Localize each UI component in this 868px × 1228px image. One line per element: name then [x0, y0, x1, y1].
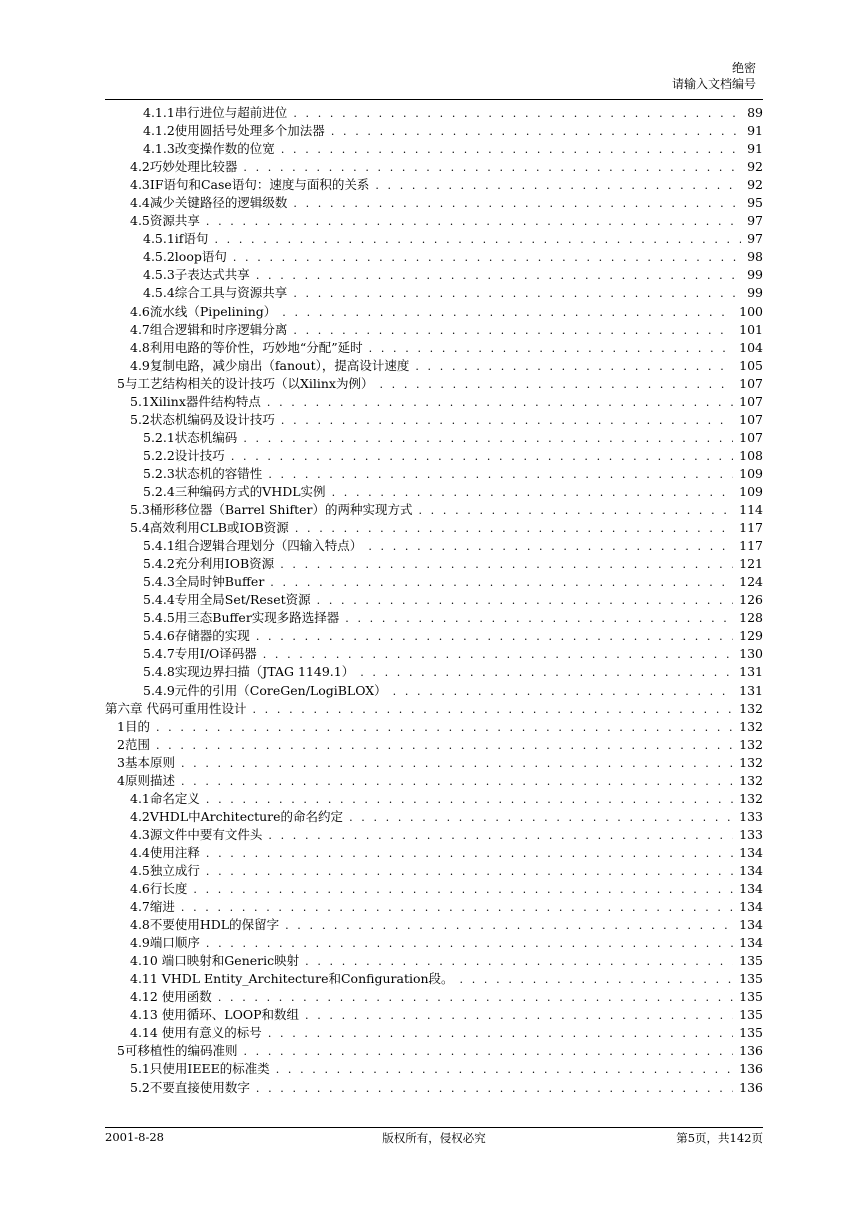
toc-entry-page: 132 [739, 754, 763, 770]
toc-entry-title: 4.5.4综合工具与资源共享 [143, 285, 288, 301]
toc-entry[interactable] [105, 1042, 763, 1060]
toc-dot-leader [415, 358, 733, 376]
toc-entry-title: 4.1.2使用圆括号处理多个加法器 [143, 123, 325, 139]
toc-entry-title: 4.9端口顺序 [130, 935, 200, 951]
toc-dot-leader [233, 249, 741, 267]
toc-dot-leader [243, 159, 741, 177]
toc-entry[interactable] [105, 357, 763, 375]
toc-entry-page: 126 [739, 592, 763, 608]
toc-entry-title: 4.12 使用函数 [130, 989, 212, 1005]
toc-entry[interactable] [105, 970, 763, 988]
toc-entry-page: 97 [747, 231, 763, 247]
toc-dot-leader [214, 231, 741, 249]
toc-dot-leader [267, 394, 733, 412]
toc-entry[interactable] [105, 248, 763, 266]
toc-entry-page: 136 [739, 1043, 763, 1059]
toc-entry-title: 4.14 使用有意义的标号 [130, 1025, 262, 1041]
toc-entry-title: 4.3IF语句和Case语句：速度与面积的关系 [130, 177, 370, 193]
toc-entry-title: 5.3桶形移位器（Barrel Shifter）的两种实现方式 [130, 502, 413, 518]
toc-entry-page: 129 [739, 628, 763, 644]
toc-dot-leader [156, 737, 733, 755]
toc-entry[interactable] [105, 447, 763, 465]
toc-entry[interactable] [105, 501, 763, 519]
toc-entry[interactable] [105, 826, 763, 844]
toc-entry[interactable] [105, 609, 763, 627]
toc-dot-leader [206, 935, 733, 953]
toc-entry-title: 第六章 代码可重用性设计 [105, 700, 247, 716]
toc-entry-page: 121 [739, 556, 763, 572]
toc-dot-leader [280, 556, 733, 574]
toc-dot-leader [231, 448, 733, 466]
toc-entry[interactable] [105, 573, 763, 591]
toc-entry-page: 134 [739, 935, 763, 951]
toc-entry-title: 5.2不要直接使用数字 [130, 1079, 250, 1095]
toc-entry-title: 5.4.4专用全局Set/Reset资源 [143, 592, 311, 608]
toc-entry[interactable] [105, 465, 763, 483]
toc-entry-page: 104 [739, 339, 763, 355]
toc-entry-title: 4.8利用电路的等价性，巧妙地“分配”延时 [130, 339, 363, 355]
toc-entry-title: 4.1命名定义 [130, 790, 200, 806]
toc-entry-title: 5.4.2充分利用IOB资源 [143, 556, 275, 572]
toc-entry[interactable] [105, 1060, 763, 1078]
toc-dot-leader [181, 755, 733, 773]
toc-entry-page: 114 [739, 502, 763, 518]
toc-dot-leader [206, 845, 733, 863]
toc-entry[interactable] [105, 321, 763, 339]
toc-entry[interactable] [105, 483, 763, 501]
toc-entry[interactable] [105, 898, 763, 916]
toc-dot-leader [293, 285, 741, 303]
toc-entry-title: 5.2状态机编码及设计技巧 [130, 411, 275, 427]
toc-entry-page: 92 [747, 159, 763, 175]
footer-rule [105, 1127, 763, 1128]
toc-entry-title: 4.2VHDL中Architecture的命名约定 [130, 808, 344, 824]
toc-entry-title: 5.4.5用三态Buffer实现多路选择器 [143, 610, 340, 626]
toc-entry-page: 89 [747, 105, 763, 120]
toc-dot-leader [418, 502, 733, 520]
toc-entry[interactable] [105, 988, 763, 1006]
toc-entry-page: 97 [747, 213, 763, 229]
toc-entry-page: 92 [747, 177, 763, 193]
toc-entry-page: 134 [739, 881, 763, 897]
toc-dot-leader [305, 1007, 733, 1025]
toc-entry-page: 100 [739, 303, 763, 319]
toc-entry-page: 132 [739, 718, 763, 734]
toc-entry-title: 2范围 [117, 736, 150, 752]
toc-dot-leader [181, 773, 733, 791]
toc-entry-title: 5.2.3状态机的容错性 [143, 465, 263, 481]
toc-entry-title: 4.5.2loop语句 [143, 249, 227, 265]
toc-entry-title: 5.4.8实现边界扫描（JTAG 1149.1） [143, 664, 355, 680]
toc-dot-leader [268, 466, 733, 484]
toc-entry-page: 135 [739, 1007, 763, 1023]
toc-entry[interactable] [105, 591, 763, 609]
toc-entry[interactable] [105, 519, 763, 537]
toc-entry-page: 124 [739, 574, 763, 590]
toc-dot-leader [206, 791, 733, 809]
toc-entry-page: 134 [739, 844, 763, 860]
toc-entry[interactable] [105, 140, 763, 158]
toc-entry-page: 135 [739, 953, 763, 969]
toc-entry-title: 4.10 端口映射和Generic映射 [130, 953, 300, 969]
toc-entry-page: 99 [747, 267, 763, 283]
toc-entry[interactable] [105, 537, 763, 555]
footer-page-number: 第5页，共142页 [676, 1131, 763, 1145]
toc-entry-page: 135 [739, 989, 763, 1005]
toc-entry-page: 98 [747, 249, 763, 265]
toc-entry[interactable] [105, 880, 763, 898]
toc-entry-page: 133 [739, 808, 763, 824]
toc-entry[interactable] [105, 194, 763, 212]
toc-dot-leader [369, 340, 733, 358]
table-of-contents [105, 104, 763, 1097]
toc-entry-page: 107 [739, 375, 763, 391]
toc-entry[interactable] [105, 718, 763, 736]
toc-entry[interactable] [105, 230, 763, 248]
toc-entry-title: 1目的 [117, 718, 150, 734]
toc-dot-leader [243, 1043, 733, 1061]
toc-entry-page: 132 [739, 736, 763, 752]
toc-entry[interactable] [105, 682, 763, 700]
toc-entry-page: 135 [739, 971, 763, 987]
toc-dot-leader [332, 484, 734, 502]
toc-entry-page: 132 [739, 772, 763, 788]
toc-dot-leader [349, 809, 733, 827]
toc-entry[interactable] [105, 862, 763, 880]
toc-entry[interactable] [105, 736, 763, 754]
toc-dot-leader [256, 1080, 733, 1098]
toc-entry[interactable] [105, 934, 763, 952]
toc-entry-page: 134 [739, 917, 763, 933]
toc-dot-leader [281, 412, 733, 430]
toc-entry[interactable] [105, 952, 763, 970]
toc-entry-title: 4.9复制电路，减少扇出（fanout），提高设计速度 [130, 357, 410, 373]
toc-entry[interactable] [105, 916, 763, 934]
toc-entry-page: 136 [739, 1079, 763, 1095]
toc-entry-page: 91 [747, 123, 763, 139]
toc-dot-leader [256, 628, 733, 646]
toc-dot-leader [460, 971, 734, 989]
toc-entry-page: 132 [739, 790, 763, 806]
toc-dot-leader [379, 376, 733, 394]
toc-dot-leader [193, 881, 733, 899]
toc-entry-title: 5与工艺结构相关的设计技巧（以Xilinx为例） [117, 375, 374, 391]
toc-entry-title: 4.5独立成行 [130, 862, 200, 878]
toc-dot-leader [345, 610, 733, 628]
footer-copyright: 版权所有，侵权必究 [382, 1131, 486, 1145]
toc-entry-page: 134 [739, 899, 763, 915]
toc-entry-page: 107 [739, 429, 763, 445]
toc-dot-leader [243, 430, 733, 448]
toc-entry-title: 4.1.1串行进位与超前进位 [143, 105, 288, 120]
toc-dot-leader [156, 719, 733, 737]
toc-entry-page: 135 [739, 1025, 763, 1041]
toc-entry-page: 134 [739, 862, 763, 878]
toc-entry[interactable] [105, 212, 763, 230]
toc-entry[interactable] [105, 176, 763, 194]
toc-entry-page: 109 [739, 465, 763, 481]
toc-entry-title: 4.5.3子表达式共享 [143, 267, 250, 283]
toc-entry[interactable] [105, 700, 763, 718]
toc-entry[interactable] [105, 754, 763, 772]
toc-entry-title: 5.1只使用IEEE的标准类 [130, 1061, 270, 1077]
toc-entry[interactable] [105, 429, 763, 447]
toc-entry-title: 5.4.1组合逻辑合理划分（四输入特点） [143, 538, 363, 554]
toc-entry-title: 3基本原则 [117, 754, 175, 770]
toc-dot-leader [375, 177, 741, 195]
toc-entry-page: 117 [739, 538, 763, 554]
toc-entry-title: 4.6流水线（Pipelining） [130, 303, 277, 319]
toc-entry-title: 4.4减少关键路径的逻辑级数 [130, 195, 288, 211]
toc-entry-title: 5可移植性的编码准则 [117, 1043, 238, 1059]
toc-entry-title: 4.11 VHDL Entity_Architecture和Configuration段。 [130, 971, 454, 987]
toc-entry-page: 109 [739, 483, 763, 499]
toc-entry-page: 107 [739, 411, 763, 427]
toc-entry[interactable] [105, 1006, 763, 1024]
toc-entry-title: 4.7组合逻辑和时序逻辑分离 [130, 321, 288, 337]
toc-entry[interactable] [105, 266, 763, 284]
toc-entry[interactable] [105, 339, 763, 357]
toc-entry-title: 5.4.9元件的引用（CoreGen/LogiBLOX） [143, 682, 387, 698]
toc-entry-title: 4.4使用注释 [130, 844, 200, 860]
toc-entry[interactable] [105, 1024, 763, 1042]
toc-entry-page: 108 [739, 447, 763, 463]
toc-entry-title: 5.4高效利用CLB或IOB资源 [130, 520, 289, 536]
toc-entry-page: 99 [747, 285, 763, 301]
toc-entry[interactable] [105, 663, 763, 681]
toc-dot-leader [276, 1061, 733, 1079]
toc-entry[interactable] [105, 555, 763, 573]
toc-entry-page: 128 [739, 610, 763, 626]
toc-dot-leader [252, 701, 733, 719]
toc-dot-leader [360, 664, 733, 682]
toc-entry-title: 5.2.1状态机编码 [143, 429, 238, 445]
toc-entry-title: 4原则描述 [117, 772, 175, 788]
page-footer [105, 1130, 763, 1146]
toc-dot-leader [293, 195, 741, 213]
toc-dot-leader [181, 899, 733, 917]
toc-entry-page: 136 [739, 1061, 763, 1077]
page-header [672, 60, 756, 92]
toc-entry-title: 5.2.4三种编码方式的VHDL实例 [143, 483, 326, 499]
toc-entry-page: 130 [739, 646, 763, 662]
toc-dot-leader [206, 213, 741, 231]
toc-entry-title: 5.4.3全局时钟Buffer [143, 574, 265, 590]
toc-entry[interactable] [105, 844, 763, 862]
toc-dot-leader [218, 989, 733, 1007]
toc-entry-page: 91 [747, 141, 763, 157]
toc-dot-leader [206, 863, 733, 881]
toc-dot-leader [331, 123, 741, 141]
toc-entry-title: 4.5资源共享 [130, 213, 200, 229]
toc-dot-leader [256, 267, 741, 285]
toc-entry-title: 4.5.1if语句 [143, 231, 209, 247]
toc-entry[interactable] [105, 375, 763, 393]
toc-entry[interactable] [105, 284, 763, 302]
toc-entry-page: 132 [739, 700, 763, 716]
toc-entry[interactable] [105, 790, 763, 808]
header-rule [105, 99, 763, 100]
toc-entry-page: 95 [747, 195, 763, 211]
toc-entry-title: 5.2.2设计技巧 [143, 447, 225, 463]
toc-entry[interactable] [105, 1079, 763, 1097]
toc-dot-leader [281, 141, 741, 159]
toc-entry[interactable] [105, 158, 763, 176]
toc-entry[interactable] [105, 393, 763, 411]
toc-dot-leader [295, 520, 733, 538]
toc-dot-leader [317, 592, 733, 610]
toc-entry-title: 4.7缩进 [130, 899, 175, 915]
toc-dot-leader [293, 322, 733, 340]
toc-entry[interactable] [105, 303, 763, 321]
document-number-label: 请输入文档编号 [671, 77, 756, 91]
toc-entry-title: 5.4.6存储器的实现 [143, 628, 250, 644]
toc-entry-page: 107 [739, 393, 763, 409]
toc-dot-leader [393, 683, 733, 701]
toc-entry[interactable] [105, 411, 763, 429]
toc-entry-title: 4.6行长度 [130, 881, 188, 897]
classification-label: 绝密 [731, 61, 756, 75]
footer-date: 2001-8-28 [105, 1130, 164, 1144]
toc-entry[interactable] [105, 122, 763, 140]
toc-entry-title: 5.1Xilinx器件结构特点 [130, 393, 261, 409]
toc-entry-page: 131 [739, 682, 763, 698]
toc-entry[interactable] [105, 104, 763, 122]
toc-entry[interactable] [105, 808, 763, 826]
toc-entry-page: 117 [739, 520, 763, 536]
toc-dot-leader [268, 827, 733, 845]
toc-entry-page: 105 [739, 357, 763, 373]
toc-entry-title: 4.1.3改变操作数的位宽 [143, 141, 275, 157]
toc-dot-leader [282, 304, 733, 322]
toc-dot-leader [268, 1025, 733, 1043]
toc-dot-leader [293, 105, 741, 123]
toc-entry-page: 131 [739, 664, 763, 680]
toc-dot-leader [305, 953, 733, 971]
toc-entry[interactable] [105, 645, 763, 663]
toc-entry[interactable] [105, 627, 763, 645]
toc-entry[interactable] [105, 772, 763, 790]
toc-dot-leader [263, 646, 733, 664]
toc-entry-page: 101 [739, 321, 763, 337]
toc-entry-title: 5.4.7专用I/O译码器 [143, 646, 257, 662]
toc-entry-page: 133 [739, 826, 763, 842]
toc-dot-leader [270, 574, 733, 592]
toc-dot-leader [368, 538, 733, 556]
toc-entry-title: 4.2巧妙处理比较器 [130, 159, 238, 175]
toc-entry-title: 4.8不要使用HDL的保留字 [130, 917, 280, 933]
toc-entry-title: 4.13 使用循环、LOOP和数组 [130, 1007, 300, 1023]
toc-entry-title: 4.3源文件中要有文件头 [130, 826, 263, 842]
toc-dot-leader [285, 917, 733, 935]
